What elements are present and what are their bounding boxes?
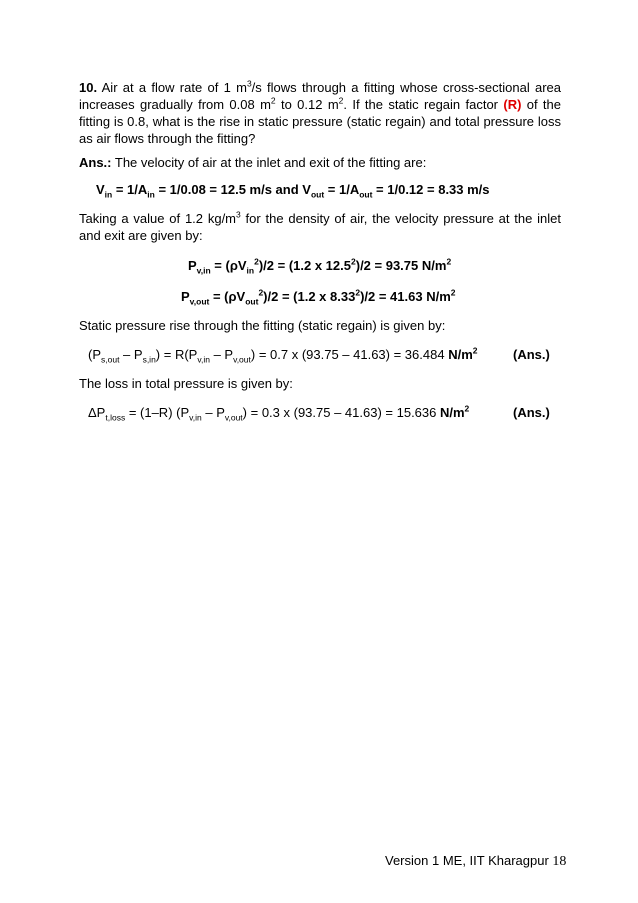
pv-in-part-c: )/2 = 93.75 N/m <box>355 258 447 273</box>
answer-intro <box>79 154 561 171</box>
pv-out-sub-2: out <box>245 296 259 307</box>
velocity-pressure-inlet-equation <box>188 257 451 274</box>
static-pressure-paragraph <box>79 317 561 334</box>
total-pressure-loss-equation <box>88 404 469 421</box>
eq-velocity-part-2: = 1/0.08 = 12.5 m/s and V <box>154 182 311 197</box>
static-pressure-text: Static pressure rise through the fitting (static regain) is given by: <box>79 318 446 333</box>
static-part-c: ) = R(P <box>155 347 198 362</box>
static-sub-1: s,out <box>101 354 120 365</box>
static-unit-sup: 2 <box>472 345 478 356</box>
loss-answer-label: (Ans.) <box>513 405 550 420</box>
pv-out-sup-2: 2 <box>258 287 264 298</box>
eq-a-out-sub: out <box>359 189 373 200</box>
eq-v-out-sub: out <box>310 189 325 200</box>
pv-in-sup-3: 2 <box>351 256 356 267</box>
regain-factor-symbol: (R) <box>503 97 522 112</box>
pv-in-part-a: = (ρV <box>210 258 247 273</box>
static-part-d: – P <box>209 347 234 362</box>
static-regain-equation <box>88 346 477 363</box>
pv-out-sup-3: 2 <box>355 287 361 298</box>
pv-out-sup-4: 2 <box>450 287 456 298</box>
eq-velocity-end: = 1/0.12 = 8.33 m/s <box>372 182 490 197</box>
footer-text: Version 1 ME, IIT Kharagpur <box>385 853 553 868</box>
static-part-a: (P <box>88 347 101 362</box>
question-text-5: of the fitting is 0.8, what is the rise in static pressure (static regain) and total pressure loss as air flows through the fitting? <box>79 97 562 146</box>
question-paragraph <box>79 79 561 147</box>
loss-part-b: = (1–R) (P <box>125 405 190 420</box>
eq-velocity-part-3: = 1/A <box>324 182 360 197</box>
pv-in-sup-2: 2 <box>254 256 259 267</box>
question-sup-3: 2 <box>338 95 344 106</box>
question-sup-2: 2 <box>270 95 276 106</box>
page-footer <box>385 852 566 870</box>
pv-in-sub-2: in <box>246 265 255 276</box>
loss-unit: N/m <box>439 405 465 420</box>
density-text-2: for the density of air, the velocity pressure at the inlet and exit are given by: <box>79 211 562 243</box>
question-text-2: /s flows through a fitting whose cross-sectional area increases gradually from 0.08 m <box>79 80 562 112</box>
answer-intro-text: The velocity of air at the inlet and exit of the fitting are: <box>111 155 427 170</box>
loss-part-d: ) = 0.3 x (93.75 – 41.63) = 15.636 <box>242 405 440 420</box>
eq-v-symbol: V <box>96 182 105 197</box>
static-sub-2: s,in <box>142 354 156 365</box>
static-part-b: – P <box>119 347 143 362</box>
pv-out-symbol: P <box>181 289 190 304</box>
pv-in-sub: v,in <box>196 265 211 276</box>
pv-out-part-a: = (ρV <box>209 289 246 304</box>
velocity-pressure-outlet-equation <box>181 288 456 305</box>
density-sup: 3 <box>236 209 241 220</box>
pv-out-part-c: )/2 = 41.63 N/m <box>360 289 451 304</box>
loss-unit-sup: 2 <box>464 403 470 414</box>
question-sup-1: 3 <box>246 78 252 89</box>
static-sub-3: v,in <box>197 354 210 365</box>
question-text-1: Air at a flow rate of 1 m <box>97 80 247 95</box>
static-sub-4: v,out <box>233 354 251 365</box>
eq-a-in-sub: in <box>147 189 155 200</box>
total-pressure-loss-paragraph <box>79 375 561 392</box>
loss-sub-2: v,in <box>189 412 202 423</box>
density-text-1: Taking a value of 1.2 kg/m <box>79 211 237 226</box>
eq-velocity-part-1: = 1/A <box>112 182 148 197</box>
question-text-4: . If the static regain factor <box>343 97 504 112</box>
density-paragraph <box>79 210 561 244</box>
pv-out-part-b: )/2 = (1.2 x 8.33 <box>263 289 356 304</box>
loss-part-a: ΔP <box>88 405 106 420</box>
eq-v-in-sub: in <box>104 189 113 200</box>
velocity-equation <box>96 181 490 198</box>
question-number: 10. <box>79 80 98 95</box>
static-unit: N/m <box>448 347 473 362</box>
question-text-3: to 0.12 m <box>275 97 339 112</box>
pv-out-sub: v,out <box>189 296 210 307</box>
page-number: 18 <box>552 854 567 869</box>
static-answer-label: (Ans.) <box>513 347 550 362</box>
loss-sub-3: v,out <box>224 412 243 423</box>
loss-part-c: – P <box>201 405 225 420</box>
answer-label: Ans.: <box>79 155 112 170</box>
static-part-e: ) = 0.7 x (93.75 – 41.63) = 36.484 <box>250 347 449 362</box>
total-pressure-loss-text: The loss in total pressure is given by: <box>79 376 293 391</box>
pv-in-sup-4: 2 <box>446 256 452 267</box>
pv-in-symbol: P <box>188 258 197 273</box>
loss-sub-1: t,loss <box>105 412 126 423</box>
pv-in-part-b: )/2 = (1.2 x 12.5 <box>258 258 351 273</box>
